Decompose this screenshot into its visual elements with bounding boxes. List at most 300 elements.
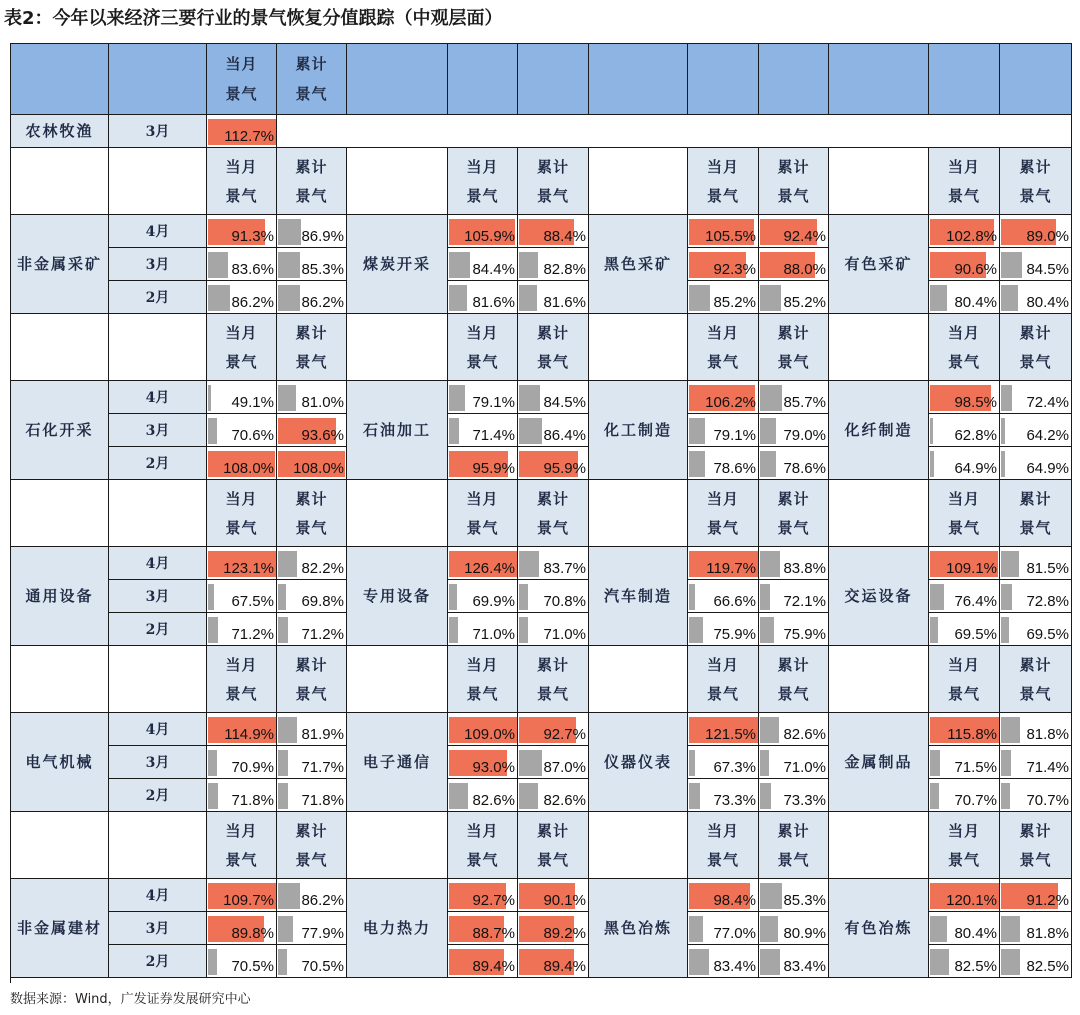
header-line: 景气	[225, 352, 258, 371]
value-text: 86.2%	[301, 892, 344, 909]
value-text: 72.8%	[1026, 593, 1069, 610]
header-cell	[277, 44, 347, 115]
value-text: 82.8%	[543, 261, 586, 278]
value-text: 71.2%	[301, 626, 344, 643]
subheader-cell	[448, 812, 518, 879]
subheader-cell	[929, 314, 1000, 381]
header-line: 当月	[947, 656, 980, 675]
value-cell	[518, 215, 589, 248]
value-text: 69.5%	[1026, 626, 1069, 643]
industry-name: 农林牧渔	[11, 115, 109, 148]
value-text: 102.8%	[946, 228, 997, 245]
value-text: 89.8%	[231, 925, 274, 942]
value-text: 89.4%	[472, 958, 515, 975]
empty-cell	[829, 314, 929, 381]
empty-cell	[347, 812, 448, 879]
value-text: 95.9%	[543, 460, 586, 477]
value-cell	[759, 746, 829, 779]
value-text: 81.8%	[1026, 726, 1069, 743]
value-cell	[688, 248, 759, 281]
value-text: 71.4%	[1026, 759, 1069, 776]
header-line: 景气	[706, 684, 739, 703]
value-text: 105.5%	[705, 228, 756, 245]
header-line: 景气	[777, 186, 810, 205]
value-cell	[1000, 547, 1072, 580]
header-line: 景气	[706, 186, 739, 205]
value-bar	[760, 584, 770, 610]
value-text: 70.8%	[543, 593, 586, 610]
value-text: 84.5%	[543, 394, 586, 411]
value-cell	[929, 779, 1000, 812]
subheader-cell	[207, 480, 277, 547]
month-label: 4月	[109, 879, 207, 912]
header-line: 景气	[225, 850, 258, 869]
header-line: 景气	[225, 186, 258, 205]
value-bar	[278, 783, 288, 809]
header-line: 当月	[225, 54, 258, 73]
value-text: 85.7%	[783, 394, 826, 411]
value-text: 85.2%	[783, 294, 826, 311]
header-line: 景气	[295, 850, 328, 869]
header-line: 当月	[466, 490, 499, 509]
value-text: 81.9%	[301, 726, 344, 743]
value-bar	[208, 252, 228, 278]
value-bar	[449, 285, 467, 311]
value-text: 83.6%	[231, 261, 274, 278]
header-cell	[518, 44, 589, 115]
industry-name: 黑色采矿	[589, 215, 688, 314]
value-text: 82.5%	[1026, 958, 1069, 975]
header-line: 当月	[706, 324, 739, 343]
value-text: 71.0%	[783, 759, 826, 776]
value-cell	[759, 779, 829, 812]
value-bar	[930, 916, 947, 942]
industry-name: 化纤制造	[829, 381, 929, 480]
value-cell	[1000, 248, 1072, 281]
value-bar	[760, 551, 780, 577]
value-text: 80.4%	[1026, 294, 1069, 311]
value-bar	[208, 584, 214, 610]
value-cell	[759, 713, 829, 746]
value-cell	[518, 879, 589, 912]
value-text: 76.4%	[954, 593, 997, 610]
value-cell	[1000, 447, 1072, 480]
value-cell	[688, 447, 759, 480]
empty-cell	[11, 314, 109, 381]
value-cell	[207, 115, 277, 148]
value-cell	[688, 945, 759, 978]
value-cell	[688, 613, 759, 646]
value-cell	[277, 912, 347, 945]
value-bar	[1001, 783, 1010, 809]
header-line: 累计	[295, 656, 328, 675]
value-text: 114.9%	[224, 726, 274, 743]
value-cell	[448, 580, 518, 613]
value-bar	[208, 783, 218, 809]
value-cell	[277, 215, 347, 248]
value-bar	[930, 617, 938, 643]
month-label: 4月	[109, 713, 207, 746]
value-cell	[207, 912, 277, 945]
value-bar	[1001, 385, 1012, 411]
header-line: 景气	[1019, 850, 1052, 869]
value-bar	[760, 385, 782, 411]
value-cell	[759, 215, 829, 248]
value-cell	[929, 281, 1000, 314]
value-cell	[277, 613, 347, 646]
value-text: 49.1%	[231, 394, 274, 411]
value-text: 92.4%	[783, 228, 826, 245]
industry-name: 非金属采矿	[11, 215, 109, 314]
header-line: 景气	[777, 518, 810, 537]
header-line: 景气	[536, 352, 569, 371]
value-bar	[278, 551, 297, 577]
industry-name: 专用设备	[347, 547, 448, 646]
header-line: 当月	[706, 656, 739, 675]
value-bar	[519, 750, 542, 776]
value-bar	[519, 385, 540, 411]
empty-cell	[829, 646, 929, 713]
value-text: 85.2%	[713, 294, 756, 311]
empty-cell	[829, 148, 929, 215]
header-line: 景气	[777, 684, 810, 703]
empty-cell	[109, 480, 207, 547]
value-cell	[277, 248, 347, 281]
subheader-cell	[518, 480, 589, 547]
value-cell	[448, 945, 518, 978]
header-line: 当月	[466, 324, 499, 343]
value-text: 70.7%	[954, 792, 997, 809]
subheader-cell	[688, 812, 759, 879]
subheader-cell	[518, 812, 589, 879]
value-cell	[688, 879, 759, 912]
value-bar	[930, 949, 949, 975]
value-cell	[929, 215, 1000, 248]
value-text: 80.9%	[783, 925, 826, 942]
value-text: 82.6%	[472, 792, 515, 809]
value-cell	[929, 248, 1000, 281]
value-bar	[278, 285, 300, 311]
empty-cell	[589, 314, 688, 381]
value-cell	[929, 945, 1000, 978]
subheader-cell	[929, 812, 1000, 879]
value-text: 112.7%	[224, 128, 274, 145]
header-line: 景气	[947, 850, 980, 869]
value-bar	[449, 385, 465, 411]
value-text: 83.4%	[713, 958, 756, 975]
header-cell	[109, 44, 207, 115]
subheader-cell	[207, 314, 277, 381]
value-cell	[518, 912, 589, 945]
value-cell	[1000, 746, 1072, 779]
value-bar	[930, 285, 947, 311]
header-line: 景气	[947, 518, 980, 537]
value-bar	[1001, 451, 1005, 477]
value-text: 85.3%	[783, 892, 826, 909]
value-text: 89.0%	[1026, 228, 1069, 245]
value-bar	[689, 451, 705, 477]
header-cell	[207, 44, 277, 115]
value-text: 81.5%	[1026, 560, 1069, 577]
header-line: 景气	[947, 352, 980, 371]
subheader-cell	[518, 646, 589, 713]
value-cell	[929, 746, 1000, 779]
header-line: 景气	[706, 850, 739, 869]
value-text: 77.9%	[301, 925, 344, 942]
header-line: 景气	[536, 850, 569, 869]
industry-name: 化工制造	[589, 381, 688, 480]
header-line: 累计	[777, 324, 810, 343]
subheader-cell	[1000, 480, 1072, 547]
subheader-cell	[518, 314, 589, 381]
value-cell	[1000, 414, 1072, 447]
value-bar	[1001, 551, 1019, 577]
value-cell	[759, 447, 829, 480]
header-line: 当月	[225, 656, 258, 675]
header-cell	[347, 44, 448, 115]
value-text: 93.0%	[472, 759, 515, 776]
value-bar	[760, 418, 776, 444]
value-bar	[278, 717, 297, 743]
value-text: 92.7%	[543, 726, 586, 743]
value-cell	[448, 713, 518, 746]
value-text: 73.3%	[713, 792, 756, 809]
value-cell	[448, 381, 518, 414]
header-line: 当月	[225, 490, 258, 509]
value-bar	[278, 385, 296, 411]
value-cell	[688, 580, 759, 613]
header-line: 景气	[947, 186, 980, 205]
value-text: 88.0%	[783, 261, 826, 278]
value-text: 81.8%	[1026, 925, 1069, 942]
empty-cell	[277, 115, 1072, 148]
empty-cell	[347, 148, 448, 215]
value-bar	[760, 916, 778, 942]
value-text: 71.8%	[231, 792, 274, 809]
header-cell	[589, 44, 688, 115]
value-cell	[929, 580, 1000, 613]
value-text: 87.0%	[543, 759, 586, 776]
header-line: 景气	[466, 850, 499, 869]
value-text: 66.6%	[713, 593, 756, 610]
value-text: 86.4%	[543, 427, 586, 444]
header-line: 景气	[295, 186, 328, 205]
value-cell	[688, 912, 759, 945]
value-bar	[689, 916, 703, 942]
header-line: 当月	[225, 324, 258, 343]
subheader-cell	[207, 148, 277, 215]
industry-name: 石化开采	[11, 381, 109, 480]
value-text: 105.9%	[464, 228, 515, 245]
value-bar	[519, 551, 539, 577]
value-bar	[1001, 717, 1020, 743]
value-cell	[277, 414, 347, 447]
value-bar	[208, 418, 217, 444]
value-text: 86.9%	[301, 228, 344, 245]
value-bar	[278, 883, 300, 909]
industry-name: 黑色冶炼	[589, 879, 688, 978]
value-bar	[449, 418, 459, 444]
value-bar	[930, 451, 934, 477]
value-cell	[207, 879, 277, 912]
header-line: 景气	[536, 186, 569, 205]
value-text: 72.4%	[1026, 394, 1069, 411]
value-bar	[689, 617, 703, 643]
value-cell	[1000, 215, 1072, 248]
value-cell	[207, 414, 277, 447]
industry-name: 交运设备	[829, 547, 929, 646]
industry-name: 电力热力	[347, 879, 448, 978]
empty-cell	[589, 646, 688, 713]
value-cell	[207, 945, 277, 978]
value-bar	[930, 783, 939, 809]
value-text: 71.2%	[231, 626, 274, 643]
empty-cell	[11, 646, 109, 713]
header-line: 景气	[1019, 352, 1052, 371]
value-text: 70.5%	[231, 958, 274, 975]
value-cell	[688, 381, 759, 414]
value-text: 73.3%	[783, 792, 826, 809]
value-cell	[448, 447, 518, 480]
value-cell	[929, 447, 1000, 480]
subheader-cell	[688, 646, 759, 713]
value-text: 92.7%	[472, 892, 515, 909]
header-line: 当月	[947, 490, 980, 509]
value-bar	[519, 252, 538, 278]
header-line: 累计	[295, 324, 328, 343]
value-cell	[448, 215, 518, 248]
month-label: 3月	[109, 115, 207, 148]
value-text: 123.1%	[223, 560, 274, 577]
empty-cell	[829, 812, 929, 879]
subheader-cell	[277, 148, 347, 215]
value-cell	[518, 381, 589, 414]
value-text: 71.8%	[301, 792, 344, 809]
header-line: 当月	[706, 490, 739, 509]
empty-cell	[11, 812, 109, 879]
value-cell	[207, 746, 277, 779]
value-text: 71.0%	[472, 626, 515, 643]
subheader-cell	[1000, 314, 1072, 381]
value-bar	[278, 219, 301, 245]
value-text: 67.5%	[231, 593, 274, 610]
value-bar	[208, 949, 217, 975]
value-cell	[448, 746, 518, 779]
header-line: 当月	[225, 158, 258, 177]
table-title: 表2：今年以来经济三要行业的景气恢复分值跟踪（中观层面）	[4, 8, 503, 29]
value-cell	[518, 248, 589, 281]
value-bar	[208, 750, 217, 776]
value-text: 70.6%	[231, 427, 274, 444]
value-cell	[207, 381, 277, 414]
month-label: 4月	[109, 381, 207, 414]
value-cell	[759, 580, 829, 613]
header-line: 景气	[777, 352, 810, 371]
value-cell	[277, 580, 347, 613]
value-cell	[929, 547, 1000, 580]
header-line: 累计	[1019, 158, 1052, 177]
value-cell	[1000, 779, 1072, 812]
subheader-cell	[759, 812, 829, 879]
value-text: 77.0%	[713, 925, 756, 942]
header-line: 景气	[225, 518, 258, 537]
value-bar	[449, 252, 470, 278]
value-cell	[929, 414, 1000, 447]
value-cell	[448, 281, 518, 314]
header-cell	[11, 44, 109, 115]
value-text: 119.7%	[706, 560, 756, 577]
value-cell	[518, 945, 589, 978]
month-label: 4月	[109, 215, 207, 248]
value-bar	[208, 617, 218, 643]
value-bar	[449, 617, 458, 643]
value-cell	[929, 879, 1000, 912]
month-label: 2月	[109, 945, 207, 978]
value-cell	[759, 912, 829, 945]
value-cell	[448, 779, 518, 812]
empty-cell	[589, 480, 688, 547]
value-text: 93.6%	[301, 427, 344, 444]
value-text: 75.9%	[783, 626, 826, 643]
value-cell	[518, 447, 589, 480]
header-line: 当月	[947, 822, 980, 841]
month-label: 2月	[109, 613, 207, 646]
header-line: 景气	[295, 352, 328, 371]
value-bar	[1001, 285, 1018, 311]
value-text: 84.5%	[1026, 261, 1069, 278]
subheader-cell	[448, 480, 518, 547]
header-line: 景气	[947, 684, 980, 703]
empty-cell	[347, 480, 448, 547]
value-text: 82.2%	[301, 560, 344, 577]
header-line: 景气	[225, 85, 258, 104]
industry-name: 石油加工	[347, 381, 448, 480]
subheader-cell	[207, 812, 277, 879]
value-cell	[277, 779, 347, 812]
value-cell	[1000, 580, 1072, 613]
value-bar	[760, 949, 780, 975]
month-label: 3月	[109, 912, 207, 945]
empty-cell	[11, 480, 109, 547]
value-text: 70.5%	[301, 958, 344, 975]
value-text: 109.1%	[946, 560, 997, 577]
month-label: 3月	[109, 580, 207, 613]
subheader-cell	[277, 812, 347, 879]
header-line: 当月	[466, 822, 499, 841]
value-bar	[278, 916, 293, 942]
subheader-cell	[1000, 148, 1072, 215]
value-cell	[277, 281, 347, 314]
value-bar	[278, 617, 288, 643]
value-bar	[519, 617, 528, 643]
empty-cell	[109, 148, 207, 215]
header-line: 当月	[947, 324, 980, 343]
header-line: 当月	[466, 158, 499, 177]
value-cell	[448, 547, 518, 580]
value-text: 69.5%	[954, 626, 997, 643]
value-text: 79.0%	[783, 427, 826, 444]
value-text: 120.1%	[946, 892, 997, 909]
value-text: 91.3%	[231, 228, 274, 245]
value-text: 71.0%	[543, 626, 586, 643]
subheader-cell	[277, 314, 347, 381]
header-line: 累计	[777, 822, 810, 841]
value-cell	[759, 613, 829, 646]
industry-name: 电气机械	[11, 713, 109, 812]
value-text: 95.9%	[472, 460, 515, 477]
value-bar	[689, 285, 710, 311]
value-text: 121.5%	[705, 726, 756, 743]
